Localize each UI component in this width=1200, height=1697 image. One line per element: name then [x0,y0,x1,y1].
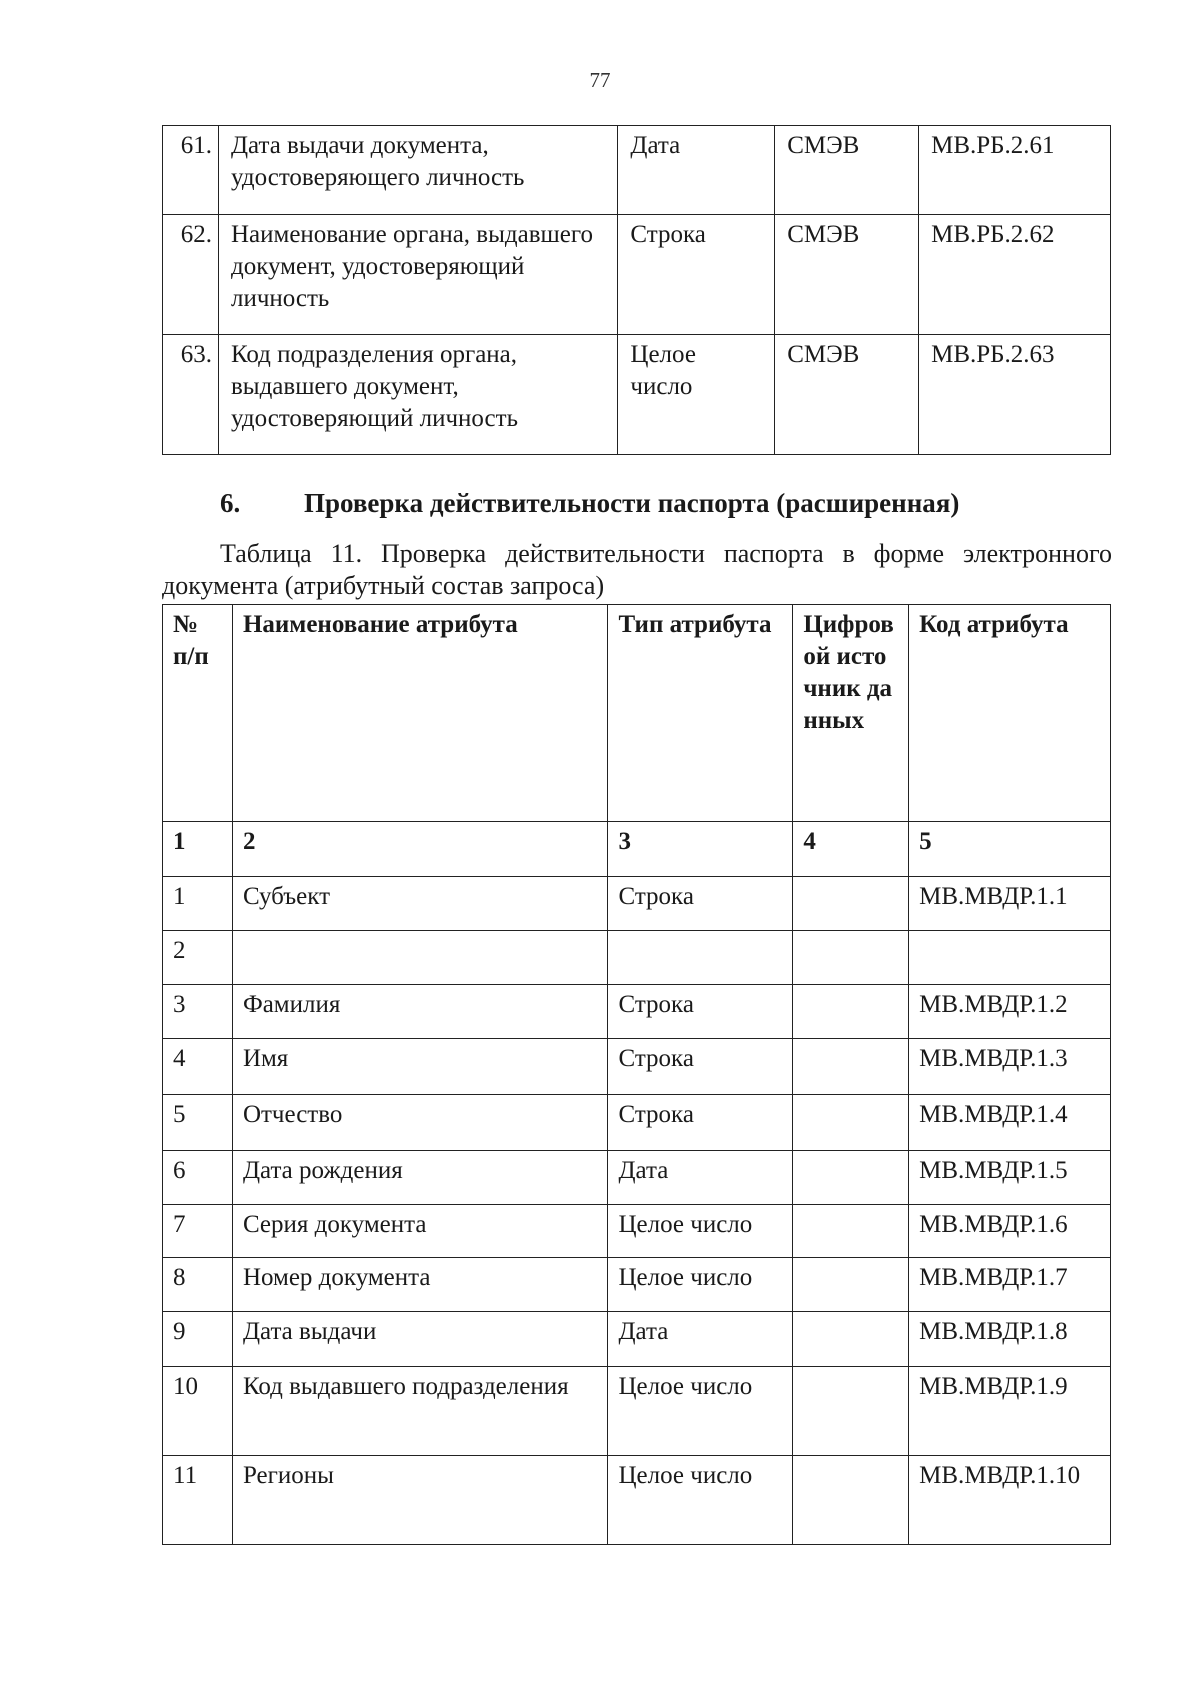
row-number: 4 [163,1039,233,1095]
data-source [793,1151,909,1205]
attribute-name: Наименование органа, выдавшего документ, удостоверяющий личность [218,215,617,335]
attribute-type: Строка [608,1095,793,1151]
row-number: 63. [163,335,219,455]
table-row [163,1312,1111,1367]
table-row [163,1205,1111,1258]
attribute-code: МВ.МВДР.1.6 [909,1205,1111,1258]
row-number: 5 [163,1095,233,1151]
data-source: СМЭВ [775,215,919,335]
section-number: 6. [220,488,241,518]
col-number: 5 [909,822,1111,877]
table-row [163,1258,1111,1312]
table-header-row [163,605,1111,822]
col-number: 1 [163,822,233,877]
attribute-code: МВ.МВДР.1.1 [909,877,1111,931]
attribute-code: МВ.РБ.2.61 [919,126,1111,215]
attribute-name: Номер документа [232,1258,608,1312]
attribute-type: Целое число [608,1456,793,1545]
attribute-name: Имя [232,1039,608,1095]
col-number: 2 [232,822,608,877]
row-number: 7 [163,1205,233,1258]
row-number: 8 [163,1258,233,1312]
column-number-row [163,822,1111,877]
table-row [163,1039,1111,1095]
data-source [793,1367,909,1456]
header-num: № п/п [163,605,233,822]
attribute-code: МВ.РБ.2.63 [919,335,1111,455]
attribute-type: Целое число [608,1367,793,1456]
attributes-table-continued [162,125,1111,455]
header-code: Код атрибута [909,605,1111,822]
attribute-code: МВ.МВДР.1.7 [909,1258,1111,1312]
header-name: Наименование атрибута [232,605,608,822]
attribute-code: МВ.РБ.2.62 [919,215,1111,335]
attribute-code: МВ.МВДР.1.3 [909,1039,1111,1095]
table-row [163,1095,1111,1151]
data-source: СМЭВ [775,335,919,455]
col-number: 4 [793,822,909,877]
data-source [793,985,909,1039]
attribute-type: Строка [608,1039,793,1095]
table-row [163,1456,1111,1545]
row-number: 3 [163,985,233,1039]
table-row [163,335,1111,455]
attribute-name: Код выдавшего подразделения [232,1367,608,1456]
col-number: 3 [608,822,793,877]
data-source [793,1205,909,1258]
attribute-code: МВ.МВДР.1.2 [909,985,1111,1039]
attribute-name: Регионы [232,1456,608,1545]
row-number: 10 [163,1367,233,1456]
table-row [163,931,1111,985]
data-source [793,877,909,931]
page-number: 77 [589,68,611,92]
attribute-code [909,931,1111,985]
section-title: Проверка действительности паспорта (расширенная) [304,488,960,518]
attribute-type: Дата [608,1151,793,1205]
attribute-type: Строка [608,877,793,931]
attribute-code: МВ.МВДР.1.4 [909,1095,1111,1151]
attribute-name: Субъект [232,877,608,931]
attribute-name: Дата выдачи документа, удостоверяющего личность [218,126,617,215]
row-number: 61. [163,126,219,215]
data-source [793,1312,909,1367]
attribute-name [232,931,608,985]
header-type: Тип атрибута [608,605,793,822]
attribute-type: Целое число [608,1205,793,1258]
attribute-code: МВ.МВДР.1.10 [909,1456,1111,1545]
table-row [163,126,1111,215]
row-number: 11 [163,1456,233,1545]
row-number: 6 [163,1151,233,1205]
row-number: 2 [163,931,233,985]
attribute-type [608,931,793,985]
data-source: СМЭВ [775,126,919,215]
attribute-name: Код подразделения органа, выдавшего документ, удостоверяющий личность [218,335,617,455]
attribute-type: Строка [618,215,775,335]
attribute-name: Отчество [232,1095,608,1151]
data-source [793,1258,909,1312]
attribute-name: Фамилия [232,985,608,1039]
attribute-code: МВ.МВДР.1.8 [909,1312,1111,1367]
table-row [163,1151,1111,1205]
attribute-code: МВ.МВДР.1.5 [909,1151,1111,1205]
data-source [793,1456,909,1545]
section-heading [220,488,1120,519]
table-row [163,985,1111,1039]
attribute-name: Серия документа [232,1205,608,1258]
row-number: 62. [163,215,219,335]
attribute-type: Целое число [608,1258,793,1312]
attribute-name: Дата выдачи [232,1312,608,1367]
header-source: Цифровой источник данных [793,605,909,822]
table-row [163,1367,1111,1456]
passport-check-table [162,604,1111,1545]
attribute-type: Строка [608,985,793,1039]
data-source [793,1095,909,1151]
data-source [793,1039,909,1095]
attribute-type: Дата [608,1312,793,1367]
data-source [793,931,909,985]
attribute-name: Дата рождения [232,1151,608,1205]
table-row [163,215,1111,335]
attribute-code: МВ.МВДР.1.9 [909,1367,1111,1456]
attribute-type: Целое число [618,335,775,455]
row-number: 1 [163,877,233,931]
table-caption: Таблица 11. Проверка действительности паспорта в форме электронного документа (атрибутный состав запроса) [162,539,1112,600]
attribute-type: Дата [618,126,775,215]
table-row [163,877,1111,931]
row-number: 9 [163,1312,233,1367]
